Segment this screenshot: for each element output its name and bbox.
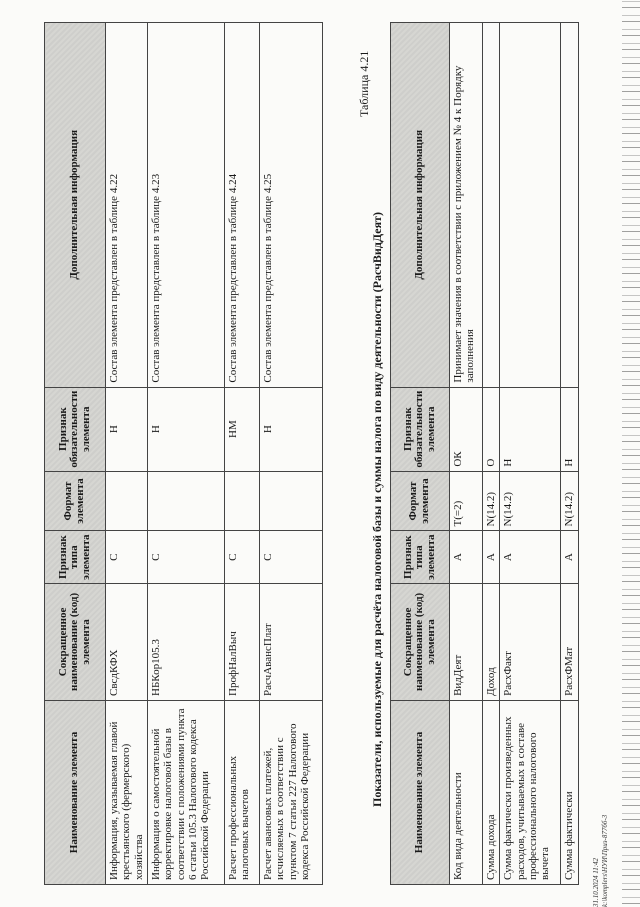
table-cell: НМ (224, 387, 259, 471)
table-cell: Принимает значения в соответствии с приложением № 4 к Порядку заполнения (450, 23, 483, 388)
print-stamp (592, 815, 610, 907)
table-cell (483, 23, 500, 388)
table-cell: N(14.2) (561, 471, 578, 531)
table-header-row (391, 23, 450, 885)
table-row (224, 23, 259, 885)
header-cell: Сокращенное наименование (код) элемента (45, 583, 106, 700)
header-cell: Дополнительная информация (391, 23, 450, 388)
table-cell: Н (147, 387, 224, 471)
table-cell: Расчет авансовых платежей, исчисляемых в соответствии с пунктом 7 статьи 227 Налогового кодекса Российской Федерации (259, 700, 322, 884)
table-cell: Сумма дохода (483, 700, 500, 884)
table-cell: Информация о самостоятельной корректировке налоговой базы в соответствии с положениями пункта 6 статьи 105.3 Налогового кодекса Российской Федерации (147, 700, 224, 884)
table-cell: С (106, 531, 148, 583)
header-cell: Признак обязательности элемента (45, 387, 106, 471)
table-cell: Н (500, 387, 561, 471)
table-cell (147, 471, 224, 531)
table-cell: Состав элемента представлен в таблице 4.25 (259, 23, 322, 388)
header-cell: Наименование элемента (45, 700, 106, 884)
table-cell: РасхФакт (500, 583, 561, 700)
table-cell: Н (106, 387, 148, 471)
table-cell: Состав элемента представлен в таблице 4.23 (147, 23, 224, 388)
table-cell (259, 471, 322, 531)
table-cell: О (483, 387, 500, 471)
table-cell: РасчАвансПлат (259, 583, 322, 700)
table-cell: ВидДеят (450, 583, 483, 700)
table-row (106, 23, 148, 885)
table-cell: Состав элемента представлен в таблице 4.24 (224, 23, 259, 388)
table-cell: А (483, 531, 500, 583)
header-cell: Формат элемента (391, 471, 450, 531)
table-cell: А (450, 531, 483, 583)
table-title: Показатели, используемые для расчёта налоговой базы и суммы налога по виду деятельности (РасчВидДеят) (370, 212, 384, 807)
table-cell: С (259, 531, 322, 583)
table-cell (106, 471, 148, 531)
table-cell: С (224, 531, 259, 583)
indicators-table (390, 22, 579, 885)
header-cell: Дополнительная информация (45, 23, 106, 388)
table-cell: Т(=2) (450, 471, 483, 531)
table-cell: Н (561, 387, 578, 471)
table-cell: N(14.2) (500, 471, 561, 531)
table-cell: Информация, указываемая главой крестьянского (фермерского) хозяйства (106, 700, 148, 884)
header-cell: Признак типа элемента (45, 531, 106, 583)
header-cell: Признак типа элемента (391, 531, 450, 583)
table-cell (224, 471, 259, 531)
table-cell: Сумма фактически произведенных расходов, учитываемых в составе профессионального налогового вычета (500, 700, 561, 884)
table-cell: А (500, 531, 561, 583)
header-cell: Сокращенное наименование (код) элемента (391, 583, 450, 700)
header-cell: Наименование элемента (391, 700, 450, 884)
table-cell: Расчет профессиональных налоговых вычетов (224, 700, 259, 884)
table-row (561, 23, 578, 885)
table-row (147, 23, 224, 885)
table-cell (561, 23, 578, 388)
table-cell: СвсдКФХ (106, 583, 148, 700)
table-cell: А (561, 531, 578, 583)
table-cell: РасхФМат (561, 583, 578, 700)
table-cell: Н (259, 387, 322, 471)
elements-table (44, 22, 323, 885)
table-cell: НБКор105.3 (147, 583, 224, 700)
table-cell (500, 23, 561, 388)
header-cell: Признак обязательности элемента (391, 387, 450, 471)
table-row (259, 23, 322, 885)
header-cell: Формат элемента (45, 471, 106, 531)
table-row (483, 23, 500, 885)
table-cell: ОК (450, 387, 483, 471)
stamp-path: k:\komplers\НУИ\Приз-877бб-3 (600, 814, 609, 907)
table-row (450, 23, 483, 885)
table-header-row (45, 23, 106, 885)
table-cell: N(14.2) (483, 471, 500, 531)
stamp-date: 31.10.2024 11:42 (592, 857, 600, 907)
table-cell: Сумма фактически (561, 700, 578, 884)
table-number: Таблица 4.21 (357, 50, 371, 117)
table-cell: Доход (483, 583, 500, 700)
table-cell: Состав элемента представлен в таблице 4.22 (106, 23, 148, 388)
scan-edge-noise (622, 0, 640, 907)
table-cell: ПрофНалВыч (224, 583, 259, 700)
table-cell: Код вида деятельности (450, 700, 483, 884)
table-row (500, 23, 561, 885)
table-cell: С (147, 531, 224, 583)
